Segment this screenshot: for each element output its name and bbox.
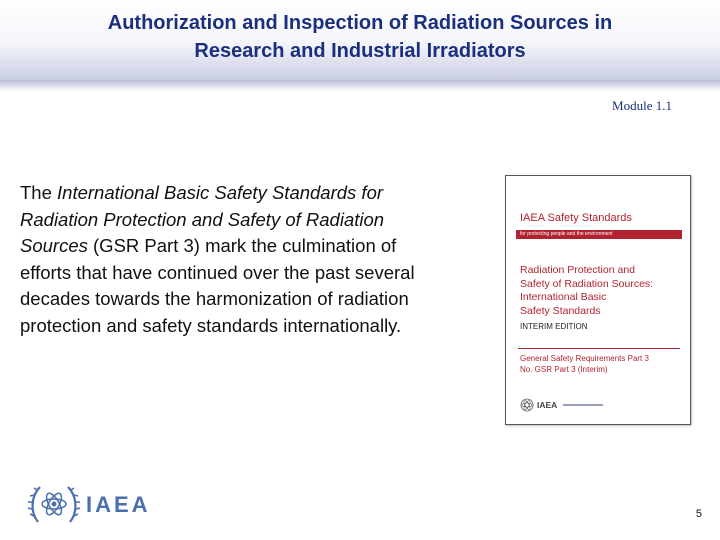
page-number: 5: [695, 508, 702, 520]
cover-series: IAEA Safety Standards: [520, 212, 632, 224]
iaea-emblem-icon: [28, 482, 80, 528]
cover-req-line-1: General Safety Requirements Part 3: [520, 354, 649, 363]
cover-title-line-1: Radiation Protection and: [520, 264, 635, 276]
cover-logo: [520, 398, 603, 412]
gsr-part3-cover-image: [505, 175, 691, 425]
body-text-start: The: [20, 182, 58, 203]
cover-title-line-2: Safety of Radiation Sources:: [520, 277, 654, 290]
cover-title-line-4: Safety Standards: [520, 304, 601, 317]
cover-divider: [518, 348, 680, 349]
slide-title-line-2: Research and Industrial Irradiators: [194, 40, 526, 62]
cover-edition: INTERIM EDITION: [520, 322, 588, 331]
module-label: Module 1.1: [612, 98, 672, 113]
iaea-logo-text: IAEA: [86, 492, 151, 517]
body-paragraph: [20, 180, 440, 339]
cover-title: [520, 264, 685, 318]
iaea-logo: [28, 482, 151, 528]
body-text-rest: (GSR Part 3) mark the culmination of efforts that have continued over the past several decades towards the harmonization of radiation protection and safety standards internationally.: [20, 235, 415, 336]
cover-title-line-3: International Basic: [520, 291, 607, 303]
cover-atom-icon: [520, 398, 534, 412]
cover-logo-text: IAEA: [537, 400, 558, 410]
slide-title: [20, 9, 700, 65]
cover-band: for protecting people and the environment: [516, 230, 682, 239]
slide-title-line-1: Authorization and Inspection of Radiation Sources in: [107, 12, 613, 34]
bss-title: International Basic Safety Standards for Radiation Protection and Safety of Radiation Sources: [20, 182, 385, 256]
cover-requirements: [520, 353, 685, 375]
header-shadow: [0, 80, 720, 92]
cover-req-line-2: No. GSR Part 3 (Interim): [520, 365, 608, 374]
cover-logo-subline: [563, 404, 603, 406]
